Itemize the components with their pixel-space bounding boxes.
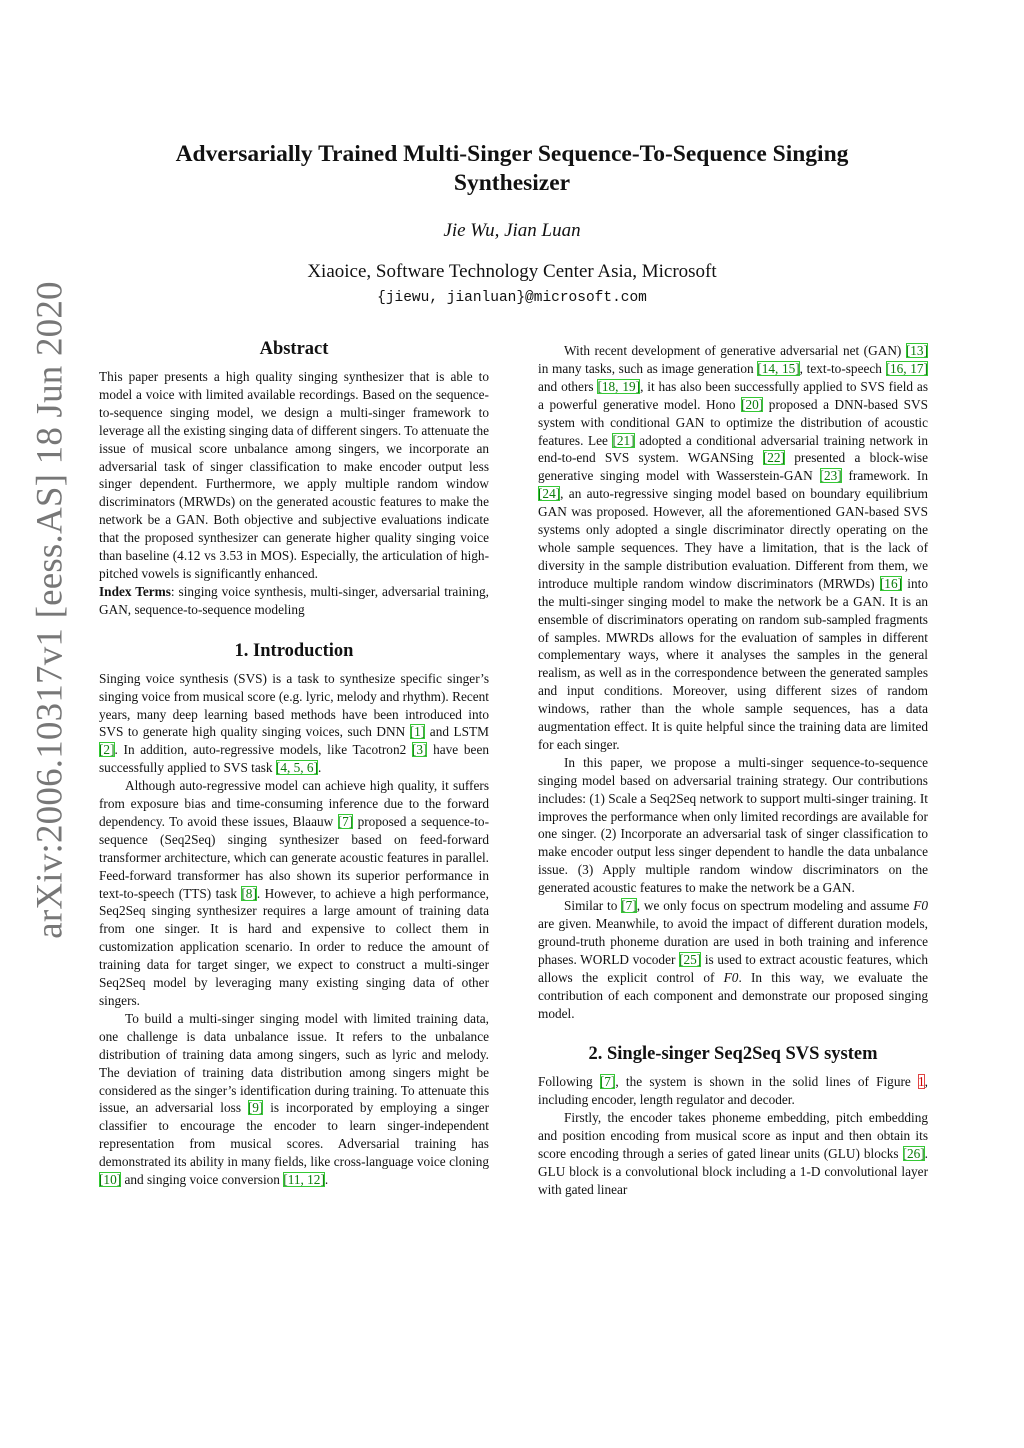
abstract-heading: Abstract	[259, 339, 329, 359]
citation-link[interactable]: [10]	[99, 1172, 122, 1188]
citation-link[interactable]: [23]	[819, 468, 842, 484]
scope-paragraph	[538, 897, 928, 1022]
text-run: .	[324, 1172, 329, 1188]
citation-link[interactable]: [2]	[99, 742, 115, 758]
text-run: , including encoder, length regulator and decoder.	[538, 1074, 928, 1108]
citation-link[interactable]: [20]	[741, 396, 764, 412]
text-run: have been successfully applied to SVS task	[99, 742, 489, 776]
intro-paragraph-2	[99, 777, 489, 1010]
citation-link[interactable]: [8]	[241, 885, 257, 901]
citation-link[interactable]: [9]	[247, 1100, 264, 1116]
citation-link[interactable]: [25]	[679, 951, 702, 967]
text-run: Similar to	[564, 898, 622, 914]
gan-paragraph	[538, 342, 928, 754]
math-f0: F0	[913, 898, 928, 914]
citation-link[interactable]: [18, 19]	[597, 378, 641, 394]
citation-link[interactable]: [7]	[621, 898, 637, 914]
text-run: . In addition, auto-regressive models, like Tacotron2	[114, 742, 412, 758]
text-run: into the multi-singer singing model to make the network be a GAN. It is an ensemble of discriminators operating on random sub-sampled fragments of samples. MWRDs allows for the evaluation of samples in different complementary ways, where it analyses the samples in the general realism, as well as in the correspondence between the generated samples and input conditions. Moreover, using different sizes of random windows, rather than the whole sample sequences, has a data augmentation effect. It is quite helpful since the training data are limited for each singer.	[538, 575, 928, 752]
text-run: To build a multi-singer singing model with limited training data, one challenge is data unbalance issue. It refers to the unbalance distribution of training data among singers, such as lyric and melody. The deviation of training data distribution among singers might be considered as the singer’s identification during training. To attenuate this issue, an adversarial loss	[99, 1010, 489, 1116]
text-run: is used to extract acoustic features, which allows the explicit control of	[538, 951, 928, 985]
citation-link[interactable]: [16]	[879, 575, 903, 591]
citation-link[interactable]: [11, 12]	[283, 1172, 325, 1188]
text-run: framework. In	[841, 468, 928, 484]
text-run: are given. Meanwhile, to avoid the impact of different duration models, ground-truth phoneme duration are used in both training and inference phases. WORLD vocoder	[538, 916, 928, 967]
text-run: Although auto-regressive model can achieve high quality, it suffers from exposure bias and time-consuming inference due to the forward dependency. To avoid these issues, Blaauw	[99, 778, 489, 829]
citation-link[interactable]: [7]	[599, 1074, 616, 1090]
text-run: . However, to achieve a high performance, Seq2Seq singing synthesizer requires a large amount of training data from one singer. It is hard and expensive to collect them in customization application scenario. In order to reduce the amount of training data for target singer, we expect to construct a multi-singer Seq2Seq model by leveraging many existing singing data of other singers.	[99, 885, 490, 1008]
citation-link[interactable]: [21]	[612, 432, 635, 448]
citation-link[interactable]: [3]	[411, 742, 428, 758]
citation-link[interactable]: [1]	[409, 724, 426, 740]
text-run: proposed a DNN-based SVS system with conditional GAN to optimize the distribution of acoustic features. Lee	[538, 396, 928, 448]
citation-link[interactable]: [13]	[905, 343, 928, 358]
section-2-heading: 2. Single-singer Seq2Seq SVS system	[588, 1044, 878, 1065]
citation-link[interactable]: [22]	[762, 450, 785, 466]
contributions-paragraph: In this paper, we propose a multi-singer sequence-to-sequence singing model based on adversarial training strategy. Our contributions includes: (1) Scale a Seq2Seq network to support multi-singer training. It improves the performance when only limited recordings are available for one singer. (2) Incorporate an adversarial task of singer classification to make encoder output less singer dependent to handle the data unbalance issue. (3) Apply multiple random window discriminators on the generated acoustic features to make the network be a GAN.	[538, 754, 928, 896]
text-run: adopted a conditional adversarial training network in end-to-end SVS system. WGANSing	[538, 432, 928, 466]
text-run: . GLU block is a convolutional block including a 1-D convolutional layer with gated linear	[538, 1146, 928, 1197]
citation-link[interactable]: [24]	[538, 486, 561, 502]
section-2-paragraph-2	[538, 1109, 928, 1199]
citation-link[interactable]: [7]	[337, 813, 354, 829]
text-run: proposed a sequence-to-sequence (Seq2Seq) singing synthesizer based on feed-forward transformer architecture, which can generate acoustic features in parallel. Feed-forward transformer has also shown its superior performance in text-to-speech (TTS) task	[99, 813, 489, 901]
citation-link[interactable]: [16, 17]	[885, 360, 928, 376]
text-run: .	[318, 760, 322, 776]
text-run: and LSTM	[425, 724, 489, 740]
text-run: Firstly, the encoder takes phoneme embedding, pitch embedding and position encoding from musical score as input and then obtain its score encoding through a series of gated linear units (GLU) blocks	[538, 1110, 928, 1162]
author-email	[0, 289, 1024, 306]
index-terms	[99, 583, 489, 619]
intro-paragraph-1	[99, 670, 489, 777]
text-run: Singing voice synthesis (SVS) is a task to synthesize specific singer’s singing voice from musical score (e.g. lyric, melody and rhythm). Recent years, many deep learning based methods have been introduced into SVS to generate high quality singing voices, such DNN	[99, 670, 489, 740]
author-email-text: {jiewu, jianluan}@microsoft.com	[377, 290, 647, 306]
author-affiliation: Xiaoice, Software Technology Center Asia, Microsoft	[307, 261, 717, 282]
citation-link[interactable]: [26]	[902, 1146, 925, 1162]
section-2-paragraph-1	[538, 1073, 928, 1109]
left-column	[99, 337, 489, 1189]
text-run: , text-to-speech	[799, 360, 886, 376]
text-run: Following	[538, 1074, 600, 1090]
citation-link[interactable]: [4, 5, 6]	[275, 760, 319, 776]
citation-link[interactable]: [14, 15]	[757, 360, 800, 376]
abstract-paragraph: This paper presents a high quality singing synthesizer that is able to model a voice with limited available recordings. Based on the sequence-to-sequence singing model, we design a multi-singer framework to leverage all the existing singing data of different singers. To attenuate the issue of musical score unbalance among singers, we incorporate an adversarial task of singer classification to make encoder output less singer dependent. Furthermore, we apply multiple random window discriminators (MRWDs) on the generated acoustic features to make the network be a GAN. Both objective and subjective evaluations indicate that the proposed synthesizer can generate higher quality singing voice than baseline (4.12 vs 3.53 in MOS). Especially, the articulation of high-pitched vowels is significantly enhanced.	[99, 369, 489, 581]
figure-reference-link[interactable]: 1	[918, 1074, 925, 1090]
text-run: . In this way, we evaluate the contribution of each component and demonstrate our proposed singing model.	[538, 969, 928, 1021]
arxiv-id-text: arXiv:2006.10317v1 [eess.AS] 18 Jun 2020	[29, 281, 71, 939]
introduction-heading: 1. Introduction	[234, 640, 354, 661]
text-run: and singing voice conversion	[121, 1172, 284, 1188]
text-run: and others	[538, 378, 598, 394]
text-run: , the system is shown in the solid lines of Figure	[615, 1074, 919, 1090]
index-terms-text: : singing voice synthesis, multi-singer, adversarial training, GAN, sequence-to-sequence modeling	[99, 583, 489, 617]
text-run: , it has also been successfully applied to SVS field as a powerful generative model. Hono	[538, 378, 928, 412]
text-run: in many tasks, such as image generation	[538, 360, 758, 376]
text-run: With recent development of generative adversarial net (GAN)	[564, 343, 906, 358]
index-terms-label: Index Terms	[99, 583, 171, 599]
paper-title: Adversarially Trained Multi-Singer Sequence-To-Sequence Singing Synthesizer	[175, 141, 849, 196]
text-run: , an auto-regressive singing model based on boundary equilibrium GAN was proposed. However, all the aforementioned GAN-based SVS systems only adopted a single discriminator directly operating on the whole sample sequences. They have a limitation, that is the lack of diversity in the sample distribution evaluation. Different from them, we introduce multiple random window discriminators (MRWDs)	[538, 486, 928, 591]
math-f0: F0	[723, 969, 739, 985]
text-run: , we only focus on spectrum modeling and assume	[636, 898, 914, 914]
paper-authors: Jie Wu, Jian Luan	[443, 220, 581, 241]
text-run: presented a block-wise generative singing model with Wasserstein-GAN	[538, 450, 928, 484]
intro-paragraph-3	[99, 1010, 489, 1189]
text-run: is incorporated by employing a singer classifier to encourage the encoder to learn singer-independent representation from musical scores. Adversarial training has demonstrated its ability in many fields, like cross-language voice cloning	[99, 1100, 490, 1170]
right-column	[538, 342, 928, 1199]
